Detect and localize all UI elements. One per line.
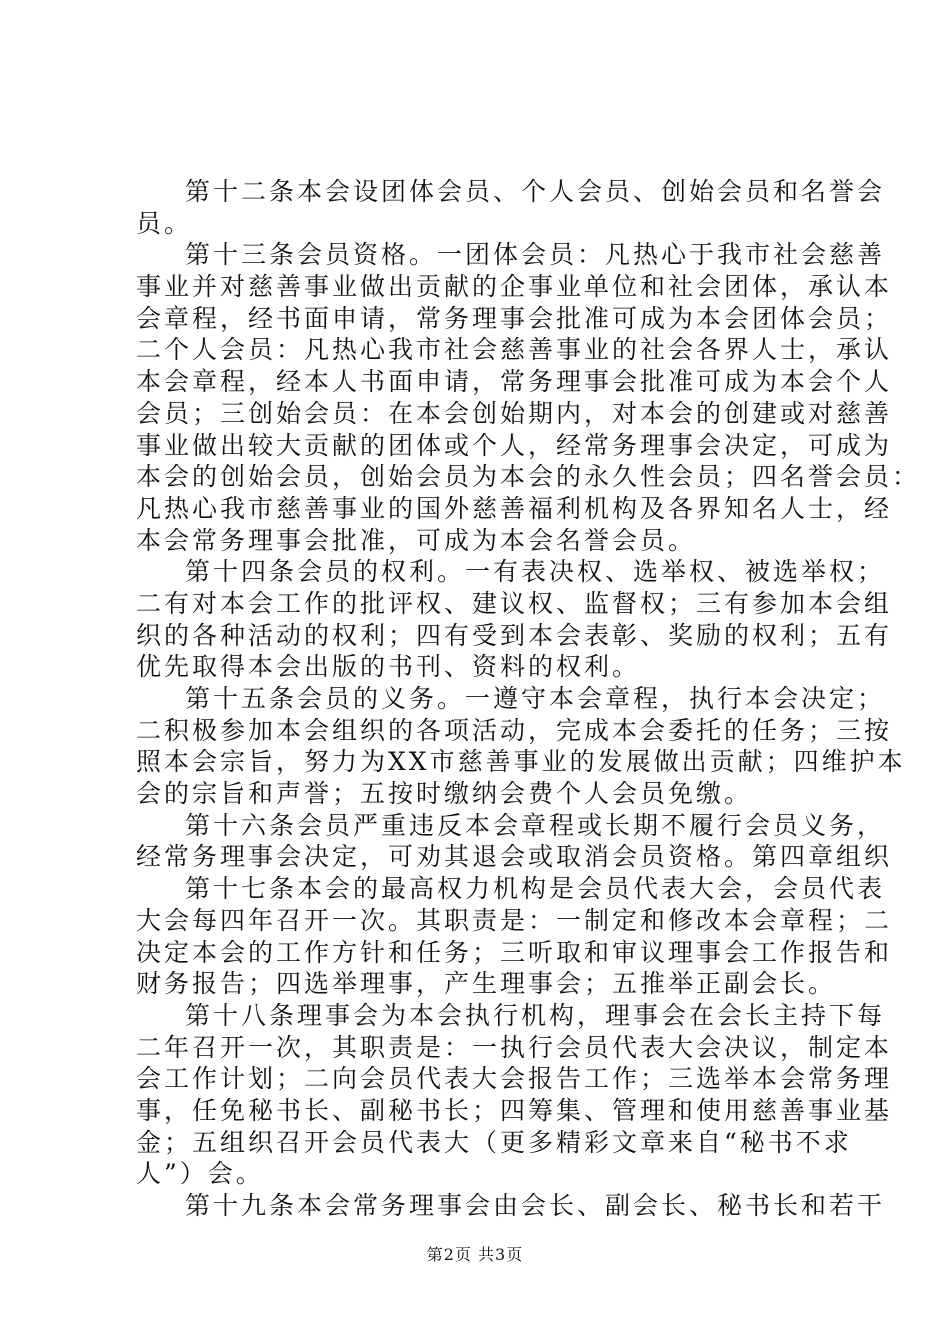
paragraph-line: 第十二条本会设团体会员、个人会员、创始会员和名誉会	[185, 177, 886, 206]
paragraph-line: 织的各种活动的权利；四有受到本会表彰、奖励的权利；五有	[136, 620, 893, 650]
paragraph-line: 财务报告；四选举理事，产生理事会；五推举正副会长。	[136, 969, 837, 999]
paragraph-line: 第十八条理事会为本会执行机构，理事会在会长主持下每	[185, 1000, 886, 1030]
paragraph-line: 二积极参加本会组织的各项活动，完成本会委托的任务；三按	[136, 715, 893, 745]
paragraph-line: 第十五条会员的义务。一遵守本会章程，执行本会决定；	[185, 684, 886, 713]
paragraph-line: 员。	[136, 208, 193, 238]
paragraph-line: 二年召开一次，其职责是：一执行会员代表大会决议，制定本	[136, 1032, 893, 1062]
paragraph-line: 本会的创始会员，创始会员为本会的永久性会员；四名誉会员：	[136, 462, 921, 492]
paragraph-line: 二有对本会工作的批评权、建议权、监督权；三有参加本会组	[136, 588, 893, 618]
paragraph-line: 二个人会员：凡热心我市社会慈善事业的社会各界人士，承认	[136, 335, 893, 365]
paragraph-line: 人”）会。	[136, 1159, 264, 1189]
paragraph-line: 本会常务理事会批准，可成为本会名誉会员。	[136, 525, 697, 555]
paragraph-line: 凡热心我市慈善事业的国外慈善福利机构及各界知名人士，经	[136, 493, 893, 523]
paragraph-line: 本会章程，经本人书面申请，常务理事会批准可成为本会个人	[136, 367, 893, 397]
paragraph-line: 第十六条会员严重违反本会章程或长期不履行会员义务，	[185, 810, 886, 840]
paragraph-line: 照本会宗旨，努力为XX市慈善事业的发展做出贡献；四维护本	[136, 747, 906, 777]
paragraph-line: 会的宗旨和声誉；五按时缴纳会费个人会员免缴。	[136, 779, 753, 809]
paragraph-line: 第十九条本会常务理事会由会长、副会长、秘书长和若干	[185, 1191, 886, 1220]
paragraph-line: 金；五组织召开会员代表大（更多精彩文章来自“秘书不求	[136, 1127, 852, 1157]
paragraph-line: 大会每四年召开一次。其职责是：一制定和修改本会章程；二	[136, 905, 893, 935]
paragraph-line: 第十三条会员资格。一团体会员：凡热心于我市社会慈善	[185, 240, 886, 270]
paragraph-line: 事业并对慈善事业做出贡献的企事业单位和社会团体，承认本	[136, 272, 893, 302]
paragraph-line: 经常务理事会决定，可劝其退会或取消会员资格。第四章组织	[136, 842, 893, 872]
paragraph-line: 会章程，经书面申请，常务理事会批准可成为本会团体会员；	[136, 303, 893, 333]
paragraph-line: 会工作计划；二向会员代表大会报告工作；三选举本会常务理	[136, 1064, 893, 1094]
paragraph-line: 会员；三创始会员：在本会创始期内，对本会的创建或对慈善	[136, 398, 893, 428]
paragraph-line: 优先取得本会出版的书刊、资料的权利。	[136, 652, 641, 682]
paragraph-line: 第十四条会员的权利。一有表决权、选举权、被选举权；	[185, 557, 886, 587]
paragraph-line: 事，任免秘书长、副秘书长；四筹集、管理和使用慈善事业基	[136, 1095, 893, 1125]
paragraph-line: 决定本会的工作方针和任务；三听取和审议理事会工作报告和	[136, 937, 893, 967]
paragraph-line: 第十七条本会的最高权力机构是会员代表大会，会员代表	[185, 874, 886, 904]
paragraph-line: 事业做出较大贡献的团体或个人，经常务理事会决定，可成为	[136, 430, 893, 460]
page-number-footer: 第2页 共3页	[426, 1245, 524, 1264]
